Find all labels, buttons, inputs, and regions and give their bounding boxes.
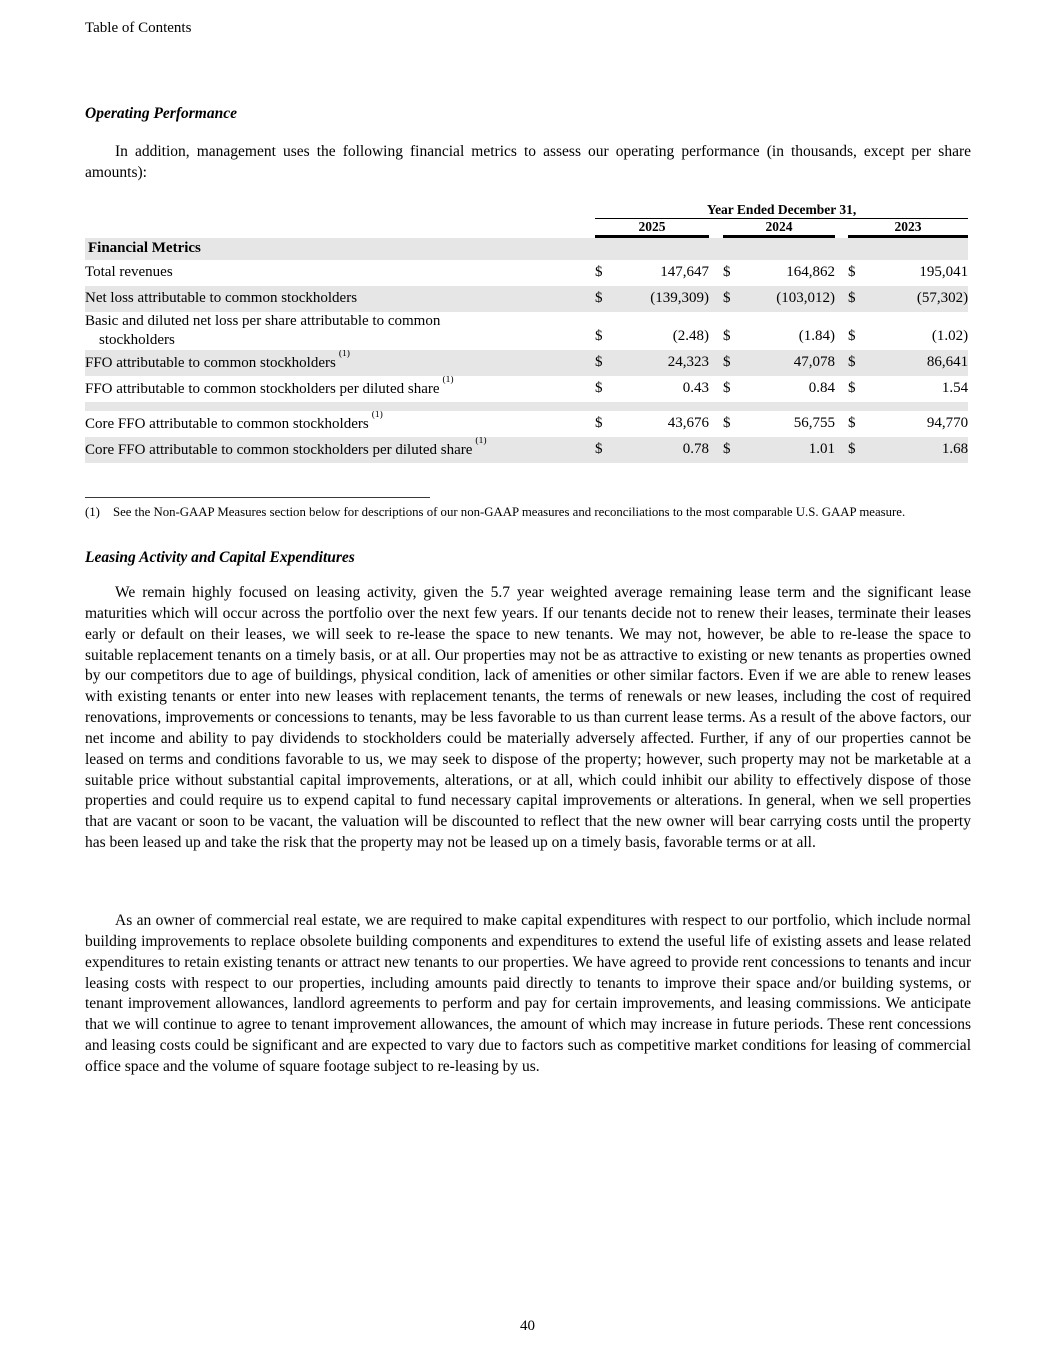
currency-symbol: $: [848, 354, 856, 370]
value-2024: (103,012): [776, 290, 835, 306]
footnote-reference: (1): [475, 436, 487, 446]
table-row: [85, 312, 968, 350]
leasing-paragraph-2: As an owner of commercial real estate, we are required to make capital expenditures with respect to our portfolio, which include normal building improvements to replace obsolete building components and expenditures to extend the useful life of existing assets and lease related expenditures to retain existing tenants or attract new tenants to our properties. We have agreed to provide rent concessions to tenants and incur leasing costs with respect to our properties, including amounts paid directly to tenants to improve their space and/or building systems, or tenant improvement allowances, landlord agreements to perform and pay for certain improvements, and leasing commissions. We anticipate that we will continue to agree to tenant improvement allowances, the amount of which may increase in future periods. These rent concessions and leasing costs could be significant and are expected to vary due to factors such as competitive market conditions for leasing of commercial office space and the volume of square footage subject to re-leasing by us.: [85, 912, 971, 1075]
value-2023: 94,770: [926, 415, 969, 431]
value-2025: 24,323: [667, 354, 709, 370]
year-column-2024: 2024: [723, 219, 835, 237]
currency-symbol: $: [848, 380, 856, 396]
value-2023: 86,641: [926, 354, 969, 370]
value-2025: 0.78: [682, 441, 709, 457]
table-row: [85, 286, 968, 312]
row-label-line2: stockholders: [99, 331, 175, 348]
footnote: [85, 504, 971, 522]
currency-symbol: $: [848, 290, 856, 306]
currency-symbol: $: [595, 354, 603, 370]
financial-metrics-label: Financial Metrics: [88, 240, 201, 257]
value-2024: 1.01: [808, 441, 835, 457]
currency-symbol: $: [595, 264, 603, 280]
footnote-marker: (1): [85, 505, 100, 519]
table-row: [85, 437, 968, 463]
page-number: 40: [520, 1318, 535, 1334]
currency-symbol: $: [595, 380, 603, 396]
footnote-divider: [85, 497, 430, 498]
year-column-2023: 2023: [848, 219, 968, 237]
row-label: Net loss attributable to common stockholders: [85, 290, 358, 306]
value-2023: (1.02): [931, 327, 969, 344]
currency-symbol: $: [595, 327, 603, 344]
row-label: FFO attributable to common stockholders: [85, 354, 336, 371]
row-label: Core FFO attributable to common stockholders per diluted share: [85, 441, 473, 458]
intro-paragraph: In addition, management uses the following financial metrics to assess our operating performance (in thousands, except per share amounts):: [85, 143, 971, 181]
value-2025: 43,676: [667, 415, 709, 431]
leasing-paragraph-1: We remain highly focused on leasing activity, given the 5.7 year weighted average remaining lease term and the significant lease maturities which will occur across the portfolio over the next few years. If our tenants decide not to renew their leases, terminate their leases early or default on their leases, we will seek to re-lease the space to new tenants. We may not, however, be able to re-lease the space to suitable replacement tenants on a timely basis, or at all. Our properties may not be as attractive to existing or new tenants as properties owned by our competitors due to age of buildings, physical condition, lack of amenities or other similar factors. Even if we are able to renew leases with existing tenants or enter into new leases with replacement tenants, the terms of renewals or new leases, including the cost of required renovations, improvements or concessions to tenants, may be less favorable to us than current lease terms. As a result of the above factors, our net income and ability to pay dividends to stockholders could be materially adversely affected. Further, if any of our properties cannot be leased on terms and conditions favorable to us, we may seek to dispose of the property; however, such property may not be marketable at a suitable price without substantial capital improvements, alterations, or at all, which could inhibit our ability to effectively dispose of those properties and could require us to expend capital to fund necessary capital improvements or alterations. In general, when we sell properties that are vacant or soon to be vacant, the valuation will be discounted to reflect that the new owner will bear carrying costs until the property has been leased up and take the risk that the property may not be leased up on a timely basis, favorable terms or at all.: [85, 584, 971, 852]
value-2025: (2.48): [672, 327, 709, 344]
value-2024: 47,078: [793, 354, 835, 370]
leasing-activity-heading: Leasing Activity and Capital Expenditures: [85, 549, 355, 566]
value-2024: 0.84: [808, 380, 835, 396]
table-of-contents-link: Table of Contents: [85, 20, 192, 36]
footnote-reference: (1): [442, 375, 454, 385]
operating-performance-heading: Operating Performance: [85, 105, 237, 122]
row-label-line1: Basic and diluted net loss per share attributable to common: [85, 312, 441, 329]
currency-symbol: $: [595, 290, 603, 306]
year-column-2025: 2025: [595, 219, 709, 237]
footnote-reference: (1): [371, 410, 383, 420]
currency-symbol: $: [723, 264, 731, 280]
table-row: [85, 411, 968, 437]
currency-symbol: $: [723, 290, 731, 306]
value-2024: 56,755: [793, 415, 835, 431]
year-ended-header: Year Ended December 31,: [595, 202, 968, 219]
currency-symbol: $: [848, 327, 856, 344]
table-section-header-row: [85, 237, 968, 260]
value-2023: (57,302): [916, 290, 969, 306]
currency-symbol: $: [723, 354, 731, 370]
table-row: [85, 260, 968, 286]
row-label: FFO attributable to common stockholders per diluted share: [85, 380, 440, 397]
currency-symbol: $: [723, 327, 731, 344]
value-2025: (139,309): [650, 290, 709, 306]
table-row: [85, 376, 968, 402]
value-2025: 147,647: [660, 264, 709, 280]
footnote-reference: (1): [338, 349, 350, 359]
currency-symbol: $: [848, 264, 856, 280]
currency-symbol: $: [723, 415, 731, 431]
financial-metrics-table: [85, 202, 968, 463]
currency-symbol: $: [848, 441, 856, 457]
footnote-text: See the Non-GAAP Measures section below for descriptions of our non-GAAP measures and reconciliations to the most comparable U.S. GAAP measure.: [113, 505, 906, 519]
value-2023: 1.54: [941, 380, 969, 396]
value-2023: 1.68: [941, 441, 969, 457]
table-row: [85, 350, 968, 376]
value-2023: 195,041: [919, 264, 969, 280]
currency-symbol: $: [595, 415, 603, 431]
value-2024: 164,862: [786, 264, 835, 280]
currency-symbol: $: [848, 415, 856, 431]
value-2024: (1.84): [798, 327, 835, 344]
value-2025: 0.43: [682, 380, 709, 396]
table-group-header-row: [85, 202, 968, 219]
currency-symbol: $: [723, 441, 731, 457]
row-label: Total revenues: [85, 264, 173, 280]
currency-symbol: $: [595, 441, 603, 457]
table-spacer-row: [85, 402, 968, 411]
row-label: Core FFO attributable to common stockholders: [85, 415, 369, 432]
currency-symbol: $: [723, 380, 731, 396]
table-year-header-row: [85, 219, 968, 237]
